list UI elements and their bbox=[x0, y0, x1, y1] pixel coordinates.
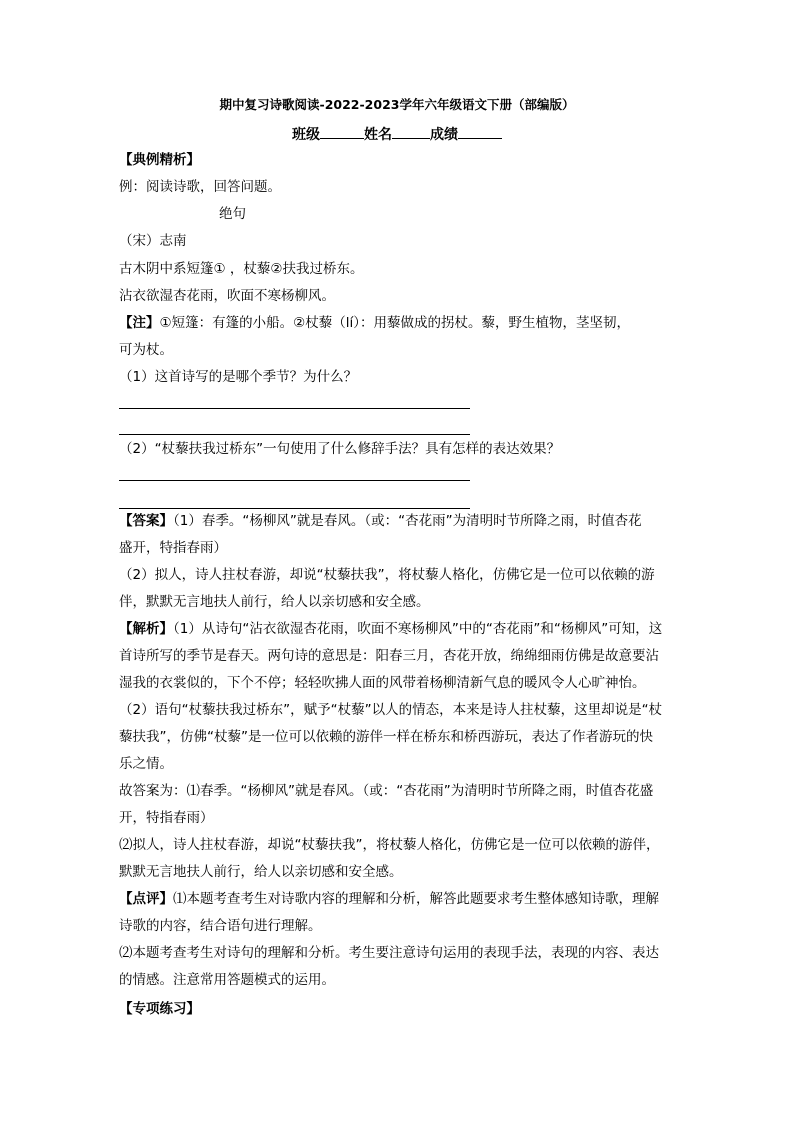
answer-a2-2: 伴，默默无言地扶人前行，给人以亲切感和安全感。 bbox=[119, 594, 430, 610]
section-heading-practice: 【专项练习】 bbox=[119, 1001, 200, 1017]
note-text-1: ①短篷：有篷的小船。②杖藜（lí）：用藜做成的拐杖。藜，野生植物，茎坚韧， bbox=[159, 315, 630, 331]
comment-tag: 【点评】 bbox=[119, 891, 173, 907]
class-label: 班级 bbox=[292, 127, 320, 143]
analysis-p2-1: （2）语句“杖藜扶我过桥东”，赋予“杖藜”以人的情态，本来是诗人拄杖藜，这里却说是“杖 bbox=[119, 702, 663, 718]
analysis-tag: 【解析】 bbox=[119, 621, 173, 637]
class-blank[interactable] bbox=[320, 124, 364, 139]
comment-c2-1: ⑵本题考查考生对诗句的理解和分析。考生要注意诗句运用的表现手法，表现的内容、表达 bbox=[119, 945, 659, 961]
note-line-2: 可为杖。 bbox=[119, 342, 173, 358]
analysis-ans-1: 故答案为：⑴春季。“杨柳风”就是春风。（或：“杏花雨”为清明时节所降之雨，时值杏花盛 bbox=[119, 783, 654, 799]
answer-line-1 bbox=[119, 512, 689, 530]
comment-c2-2: 的情感。注意常用答题模式的运用。 bbox=[119, 972, 335, 988]
analysis-p2-3: 乐之情。 bbox=[119, 756, 173, 772]
student-info-line bbox=[0, 124, 794, 144]
question-2: （2）“杖藜扶我过桥东”一句使用了什么修辞手法？具有怎样的表达效果？ bbox=[119, 441, 561, 457]
poem-title: 绝句 bbox=[219, 206, 246, 222]
section-heading-example: 【典例精析】 bbox=[119, 152, 200, 168]
note-tag: 【注】 bbox=[119, 315, 160, 331]
analysis-line-1 bbox=[119, 620, 689, 638]
analysis-p1-1: （1）从诗句“沾衣欲湿杏花雨，吹面不寒杨柳风”中的“杏花雨”和“杨柳风”可知，这 bbox=[173, 621, 663, 637]
answer-a1-2: 盛开，特指春雨） bbox=[119, 540, 227, 556]
answer-line-1b[interactable] bbox=[119, 434, 470, 435]
document-title: 期中复习诗歌阅读-2022-2023学年六年级语文下册（部编版） bbox=[219, 97, 575, 112]
question-1: （1）这首诗写的是哪个季节？为什么？ bbox=[119, 369, 358, 385]
analysis-ans-2: 开，特指春雨） bbox=[119, 810, 214, 826]
poem-line-2: 沾衣欲湿杏花雨，吹面不寒杨柳风。 bbox=[119, 288, 335, 304]
poem-line-1: 古木阴中系短篷① ，杖藜②扶我过桥东。 bbox=[119, 261, 364, 277]
example-intro: 例：阅读诗歌，回答问题。 bbox=[119, 179, 281, 195]
comment-c1-1: ⑴本题考查考生对诗歌内容的理解和分析，解答此题要求考生整体感知诗歌，理解 bbox=[173, 891, 659, 907]
note-line-1 bbox=[119, 314, 689, 332]
answer-tag: 【答案】 bbox=[119, 513, 173, 529]
analysis-p1-3: 湿我的衣裳似的，下个不停；轻轻吹拂人面的风带着杨柳清新气息的暖风令人心旷神怡。 bbox=[119, 675, 646, 691]
analysis-ans-4: 默默无言地扶人前行，给人以亲切感和安全感。 bbox=[119, 864, 403, 880]
answer-line-1a[interactable] bbox=[119, 408, 470, 409]
name-blank[interactable] bbox=[392, 124, 430, 139]
analysis-ans-3: ⑵拟人，诗人拄杖春游，却说“杖藜扶我”，将杖藜人格化，仿佛它是一位可以依赖的游伴， bbox=[119, 837, 660, 853]
answer-a1-1: （1）春季。“杨柳风”就是春风。（或：“杏花雨”为清明时节所降之雨，时值杏花 bbox=[173, 513, 642, 529]
comment-c1-2: 诗歌的内容，结合语句进行理解。 bbox=[119, 918, 322, 934]
analysis-p2-2: 藜扶我”，仿佛“杖藜”是一位可以依赖的游伴一样在桥东和桥西游玩，表达了作者游玩的快 bbox=[119, 729, 653, 745]
comment-line-1 bbox=[119, 890, 689, 908]
score-label: 成绩 bbox=[430, 127, 458, 143]
analysis-p1-2: 首诗所写的季节是春天。两句诗的意思是：阳春三月，杏花开放，绵绵细雨仿佛是故意要沾 bbox=[119, 648, 659, 664]
poem-author: （宋）志南 bbox=[119, 233, 187, 249]
score-blank[interactable] bbox=[458, 124, 502, 139]
answer-line-2a[interactable] bbox=[119, 480, 470, 481]
name-label: 姓名 bbox=[364, 127, 392, 143]
answer-line-2b[interactable] bbox=[119, 508, 470, 509]
answer-a2-1: （2）拟人，诗人拄杖春游，却说“杖藜扶我”，将杖藜人格化，仿佛它是一位可以依赖的游 bbox=[119, 567, 655, 583]
